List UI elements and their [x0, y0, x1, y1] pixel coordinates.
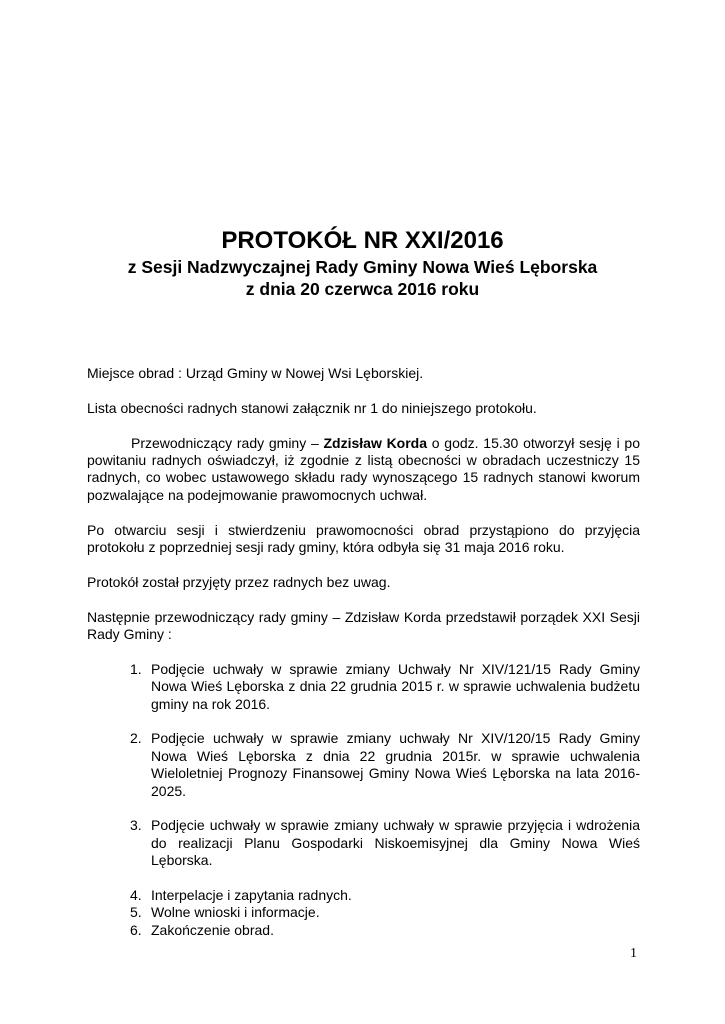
document-date: z dnia 20 czerwca 2016 roku — [245, 279, 480, 299]
opening-text-end: o godz. 15.30 otworzył sesję i po powitaniu radnych oświadczył, iż zgodnie z listą obecności w obradach uczestniczy 15 radnych, co wobec ustawowego składu rady wynoszącego 15 radnych stanowi kworum pozwalające na podejmowanie prawomocnych uchwał. — [87, 434, 640, 503]
document-title: PROTOKÓŁ NR XXI/2016 — [221, 227, 504, 254]
agenda-item — [87, 904, 640, 921]
document-header — [0, 226, 725, 300]
agenda-item — [87, 922, 640, 939]
agenda-item-number: 3. — [130, 817, 142, 834]
protocol-review-paragraph: Po otwarciu sesji i stwierdzeniu prawomocności obrad przystąpiono do przyjęcia protokołu z poprzedniej sesji rady gminy, która odbyła się 31 maja 2016 roku. — [87, 521, 640, 556]
agenda-item — [87, 817, 640, 869]
agenda-list — [87, 661, 640, 939]
opening-paragraph — [87, 435, 640, 505]
agenda-item-text: Wolne wnioski i informacje. — [151, 904, 320, 921]
agenda-item-text: Podjęcie uchwały w sprawie zmiany Uchwały Nr XIV/121/15 Rady Gminy Nowa Wieś Lęborska z dnia 22 grudnia 2015 r. w sprawie uchwalenia budżetu gminy na rok 2016. — [151, 660, 640, 712]
agenda-item-text: Interpelacje i zapytania radnych. — [151, 887, 352, 904]
agenda-item-text: Zakończenie obrad. — [151, 921, 274, 938]
agenda-item-number: 1. — [130, 660, 142, 677]
protocol-accepted-paragraph: Protokół został przyjęty przez radnych bez uwag. — [87, 573, 391, 590]
agenda-item-number: 5. — [130, 904, 142, 921]
agenda-item-number: 2. — [130, 730, 142, 747]
document-body — [87, 365, 640, 939]
page-number: 1 — [630, 946, 637, 961]
agenda-item-text: Podjęcie uchwały w sprawie zmiany uchwały Nr XIV/120/15 Rady Gminy Nowa Wieś Lęborska z dnia 22 grudnia 2015r. w sprawie uchwalenia Wieloletniej Prognozy Finansowej Gminy Nowa Wieś Lęborska na lata 2016-2025. — [151, 730, 640, 799]
attendance-note: Lista obecności radnych stanowi załącznik nr 1 do niniejszego protokołu. — [87, 399, 537, 416]
agenda-item-number: 6. — [130, 921, 142, 938]
agenda-item — [87, 730, 640, 800]
chairman-name: Zdzisław Korda — [323, 434, 428, 451]
opening-text-start: Przewodniczący rady gminy – — [131, 434, 324, 451]
meeting-place: Miejsce obrad : Urząd Gminy w Nowej Wsi Lęborskiej. — [87, 365, 424, 381]
agenda-item-number: 4. — [130, 887, 142, 904]
agenda-item — [87, 661, 640, 713]
agenda-intro: Następnie przewodniczący rady gminy – Zdzisław Korda przedstawił porządek XXI Sesji Rady Gminy : — [87, 608, 640, 643]
agenda-item — [87, 887, 640, 904]
document-subtitle: z Sesji Nadzwyczajnej Rady Gminy Nowa Wieś Lęborska — [127, 257, 598, 277]
agenda-item-text: Podjęcie uchwały w sprawie zmiany uchwały w sprawie przyjęcia i wdrożenia do realizacji Planu Gospodarki Niskoemisyjnej dla Gminy Nowa Wieś Lęborska. — [151, 817, 640, 869]
